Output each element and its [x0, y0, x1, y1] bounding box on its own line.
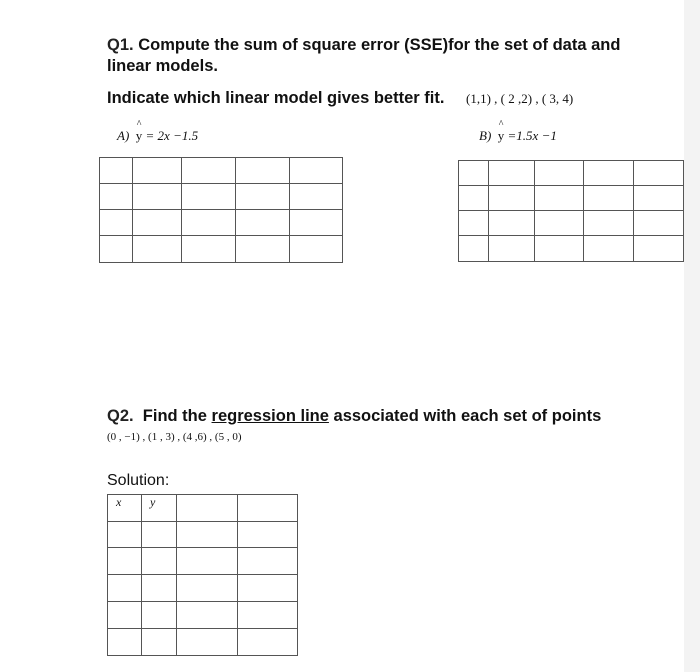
- q2-title-after: associated with each set of points: [333, 407, 602, 425]
- model-a-yhat: ^ y: [135, 119, 143, 143]
- q2-data-points: (0 , −1) , (1 , 3) , (4 ,6) , (5 , 0): [107, 431, 242, 443]
- q1-data-points: (1,1) , ( 2 ,2) , ( 3, 4): [466, 91, 574, 106]
- model-b-table: [458, 160, 684, 262]
- solution-table: [107, 494, 298, 656]
- solution-label: Solution:: [107, 472, 170, 489]
- q2-title: [107, 407, 601, 426]
- q2-number: Q2.: [107, 407, 134, 425]
- page-edge: [684, 0, 700, 672]
- column-header-x: x: [108, 495, 142, 522]
- model-a-label: A): [117, 128, 130, 143]
- model-b-label: B): [479, 128, 492, 143]
- model-a-equation: [117, 119, 199, 144]
- q1-title-text: Compute the sum of square error (SSE)for the set of data and: [138, 36, 621, 54]
- q1-title-line2: linear models.: [107, 57, 218, 75]
- model-a-rhs: = 2x −1.5: [145, 128, 199, 143]
- model-a-table: [99, 157, 343, 263]
- model-b-rhs: =1.5x −1: [507, 128, 557, 143]
- regression-line-link[interactable]: regression line: [211, 407, 329, 425]
- q1-indicate-text: Indicate which linear model gives better fit.: [107, 89, 445, 107]
- model-b-equation: [479, 119, 557, 144]
- model-b-yhat: ^ y: [497, 119, 505, 143]
- column-header-y: y: [142, 495, 177, 522]
- q1-number: Q1.: [107, 36, 134, 54]
- q2-title-before: Find the: [142, 407, 207, 425]
- q1-title-line1: [107, 36, 620, 55]
